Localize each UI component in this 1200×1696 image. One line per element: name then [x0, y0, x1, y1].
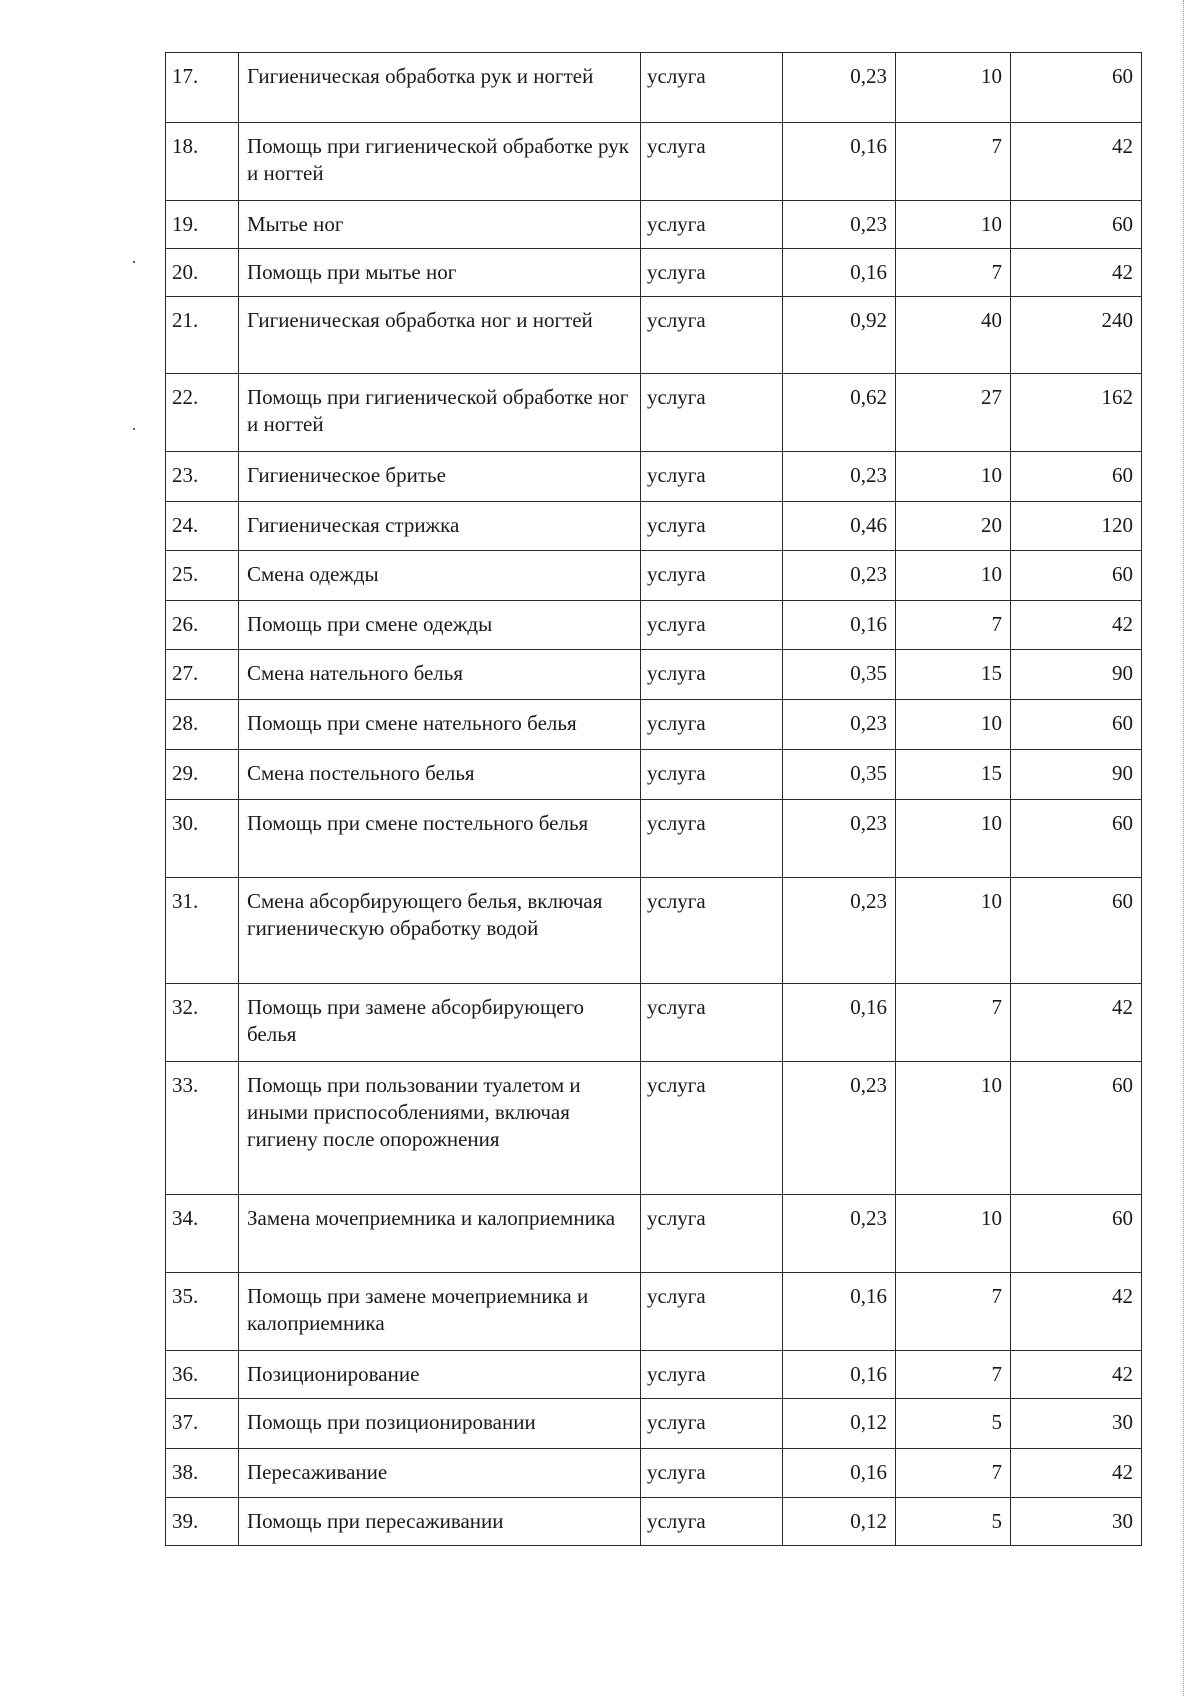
row-number: 22. — [166, 374, 239, 452]
service-name: Смена одежды — [239, 551, 641, 601]
service-price: 42 — [1011, 1449, 1142, 1498]
service-name: Помощь при смене одежды — [239, 601, 641, 650]
service-unit: услуга — [641, 1498, 783, 1546]
service-unit: услуга — [641, 502, 783, 551]
table-row — [166, 374, 1142, 452]
service-name: Позиционирование — [239, 1351, 641, 1399]
service-unit: услуга — [641, 1399, 783, 1449]
table-row — [166, 1351, 1142, 1399]
service-price: 60 — [1011, 1195, 1142, 1273]
service-coefficient: 0,16 — [783, 984, 896, 1062]
scan-edge-line — [1183, 0, 1184, 1696]
row-number: 23. — [166, 452, 239, 502]
service-name: Смена нательного белья — [239, 650, 641, 700]
service-coefficient: 0,23 — [783, 201, 896, 249]
service-unit: услуга — [641, 984, 783, 1062]
table-row — [166, 551, 1142, 601]
service-coefficient: 0,16 — [783, 1273, 896, 1351]
service-price: 60 — [1011, 452, 1142, 502]
row-number: 25. — [166, 551, 239, 601]
service-coefficient: 0,16 — [783, 1351, 896, 1399]
row-number: 19. — [166, 201, 239, 249]
service-minutes: 40 — [896, 297, 1011, 374]
table-row — [166, 1195, 1142, 1273]
service-minutes: 7 — [896, 1449, 1011, 1498]
service-price: 42 — [1011, 1351, 1142, 1399]
service-minutes: 10 — [896, 700, 1011, 750]
service-price: 60 — [1011, 800, 1142, 878]
service-minutes: 10 — [896, 1062, 1011, 1195]
service-minutes: 10 — [896, 1195, 1011, 1273]
table-row — [166, 297, 1142, 374]
service-name: Гигиеническая стрижка — [239, 502, 641, 551]
service-minutes: 15 — [896, 650, 1011, 700]
service-unit: услуга — [641, 800, 783, 878]
service-name: Мытье ног — [239, 201, 641, 249]
service-unit: услуга — [641, 750, 783, 800]
service-minutes: 10 — [896, 452, 1011, 502]
service-name: Помощь при гигиенической обработке рук и ногтей — [239, 123, 641, 201]
service-minutes: 10 — [896, 800, 1011, 878]
row-number: 21. — [166, 297, 239, 374]
service-minutes: 5 — [896, 1498, 1011, 1546]
service-coefficient: 0,23 — [783, 1195, 896, 1273]
service-minutes: 10 — [896, 53, 1011, 123]
table-row — [166, 1449, 1142, 1498]
service-name: Помощь при смене нательного белья — [239, 700, 641, 750]
service-coefficient: 0,23 — [783, 1062, 896, 1195]
service-coefficient: 0,46 — [783, 502, 896, 551]
service-unit: услуга — [641, 551, 783, 601]
service-unit: услуга — [641, 601, 783, 650]
service-coefficient: 0,12 — [783, 1399, 896, 1449]
scan-speck — [133, 428, 135, 430]
service-price: 240 — [1011, 297, 1142, 374]
service-coefficient: 0,23 — [783, 800, 896, 878]
service-minutes: 7 — [896, 1273, 1011, 1351]
services-table — [165, 52, 1142, 1546]
service-unit: услуга — [641, 374, 783, 452]
service-minutes: 15 — [896, 750, 1011, 800]
service-price: 60 — [1011, 201, 1142, 249]
row-number: 35. — [166, 1273, 239, 1351]
service-minutes: 10 — [896, 551, 1011, 601]
service-coefficient: 0,62 — [783, 374, 896, 452]
service-coefficient: 0,35 — [783, 750, 896, 800]
service-price: 60 — [1011, 53, 1142, 123]
table-row — [166, 750, 1142, 800]
service-minutes: 7 — [896, 123, 1011, 201]
service-minutes: 10 — [896, 201, 1011, 249]
table-row — [166, 1062, 1142, 1195]
service-unit: услуга — [641, 1062, 783, 1195]
service-price: 120 — [1011, 502, 1142, 551]
service-unit: услуга — [641, 878, 783, 984]
service-coefficient: 0,23 — [783, 53, 896, 123]
service-unit: услуга — [641, 1273, 783, 1351]
services-table-body — [166, 53, 1142, 1546]
table-row — [166, 53, 1142, 123]
service-minutes: 7 — [896, 601, 1011, 650]
row-number: 24. — [166, 502, 239, 551]
table-row — [166, 1498, 1142, 1546]
service-unit: услуга — [641, 1351, 783, 1399]
service-unit: услуга — [641, 700, 783, 750]
service-name: Пересаживание — [239, 1449, 641, 1498]
row-number: 33. — [166, 1062, 239, 1195]
row-number: 28. — [166, 700, 239, 750]
row-number: 38. — [166, 1449, 239, 1498]
table-row — [166, 123, 1142, 201]
service-name: Гигиеническое бритье — [239, 452, 641, 502]
service-coefficient: 0,16 — [783, 249, 896, 297]
row-number: 29. — [166, 750, 239, 800]
table-row — [166, 1273, 1142, 1351]
table-row — [166, 249, 1142, 297]
service-name: Помощь при мытье ног — [239, 249, 641, 297]
service-name: Замена мочеприемника и калоприемника — [239, 1195, 641, 1273]
table-row — [166, 984, 1142, 1062]
table-row — [166, 452, 1142, 502]
service-name: Помощь при пересаживании — [239, 1498, 641, 1546]
service-price: 60 — [1011, 1062, 1142, 1195]
table-row — [166, 1399, 1142, 1449]
service-unit: услуга — [641, 53, 783, 123]
service-minutes: 7 — [896, 984, 1011, 1062]
service-unit: услуга — [641, 123, 783, 201]
service-unit: услуга — [641, 249, 783, 297]
service-name: Помощь при пользовании туалетом и иными приспособлениями, включая гигиену после опорожнения — [239, 1062, 641, 1195]
row-number: 26. — [166, 601, 239, 650]
service-name: Помощь при позиционировании — [239, 1399, 641, 1449]
row-number: 17. — [166, 53, 239, 123]
service-price: 162 — [1011, 374, 1142, 452]
row-number: 31. — [166, 878, 239, 984]
service-price: 90 — [1011, 750, 1142, 800]
service-coefficient: 0,16 — [783, 123, 896, 201]
service-minutes: 7 — [896, 1351, 1011, 1399]
service-coefficient: 0,23 — [783, 551, 896, 601]
service-unit: услуга — [641, 297, 783, 374]
service-price: 42 — [1011, 984, 1142, 1062]
row-number: 37. — [166, 1399, 239, 1449]
service-price: 60 — [1011, 878, 1142, 984]
row-number: 18. — [166, 123, 239, 201]
service-name: Помощь при гигиенической обработке ног и ногтей — [239, 374, 641, 452]
service-coefficient: 0,23 — [783, 452, 896, 502]
row-number: 30. — [166, 800, 239, 878]
service-name: Помощь при замене абсорбирующего белья — [239, 984, 641, 1062]
service-price: 30 — [1011, 1399, 1142, 1449]
service-name: Гигиеническая обработка рук и ногтей — [239, 53, 641, 123]
table-row — [166, 878, 1142, 984]
service-coefficient: 0,35 — [783, 650, 896, 700]
service-coefficient: 0,16 — [783, 601, 896, 650]
service-minutes: 20 — [896, 502, 1011, 551]
table-row — [166, 650, 1142, 700]
service-price: 90 — [1011, 650, 1142, 700]
row-number: 39. — [166, 1498, 239, 1546]
service-minutes: 5 — [896, 1399, 1011, 1449]
service-price: 60 — [1011, 551, 1142, 601]
service-name: Смена постельного белья — [239, 750, 641, 800]
service-coefficient: 0,23 — [783, 878, 896, 984]
service-minutes: 10 — [896, 878, 1011, 984]
service-unit: услуга — [641, 1195, 783, 1273]
service-price: 42 — [1011, 123, 1142, 201]
service-price: 42 — [1011, 1273, 1142, 1351]
service-unit: услуга — [641, 650, 783, 700]
service-name: Гигиеническая обработка ног и ногтей — [239, 297, 641, 374]
service-minutes: 27 — [896, 374, 1011, 452]
service-price: 42 — [1011, 249, 1142, 297]
row-number: 32. — [166, 984, 239, 1062]
table-row — [166, 800, 1142, 878]
table-row — [166, 502, 1142, 551]
service-coefficient: 0,92 — [783, 297, 896, 374]
row-number: 34. — [166, 1195, 239, 1273]
table-row — [166, 700, 1142, 750]
table-row — [166, 601, 1142, 650]
service-price: 30 — [1011, 1498, 1142, 1546]
scan-speck — [133, 261, 135, 263]
row-number: 20. — [166, 249, 239, 297]
row-number: 36. — [166, 1351, 239, 1399]
service-name: Помощь при замене мочеприемника и калоприемника — [239, 1273, 641, 1351]
table-row — [166, 201, 1142, 249]
service-unit: услуга — [641, 452, 783, 502]
service-price: 42 — [1011, 601, 1142, 650]
service-unit: услуга — [641, 1449, 783, 1498]
service-coefficient: 0,12 — [783, 1498, 896, 1546]
service-unit: услуга — [641, 201, 783, 249]
service-name: Помощь при смене постельного белья — [239, 800, 641, 878]
service-name: Смена абсорбирующего белья, включая гигиеническую обработку водой — [239, 878, 641, 984]
row-number: 27. — [166, 650, 239, 700]
service-minutes: 7 — [896, 249, 1011, 297]
service-coefficient: 0,16 — [783, 1449, 896, 1498]
service-price: 60 — [1011, 700, 1142, 750]
service-coefficient: 0,23 — [783, 700, 896, 750]
